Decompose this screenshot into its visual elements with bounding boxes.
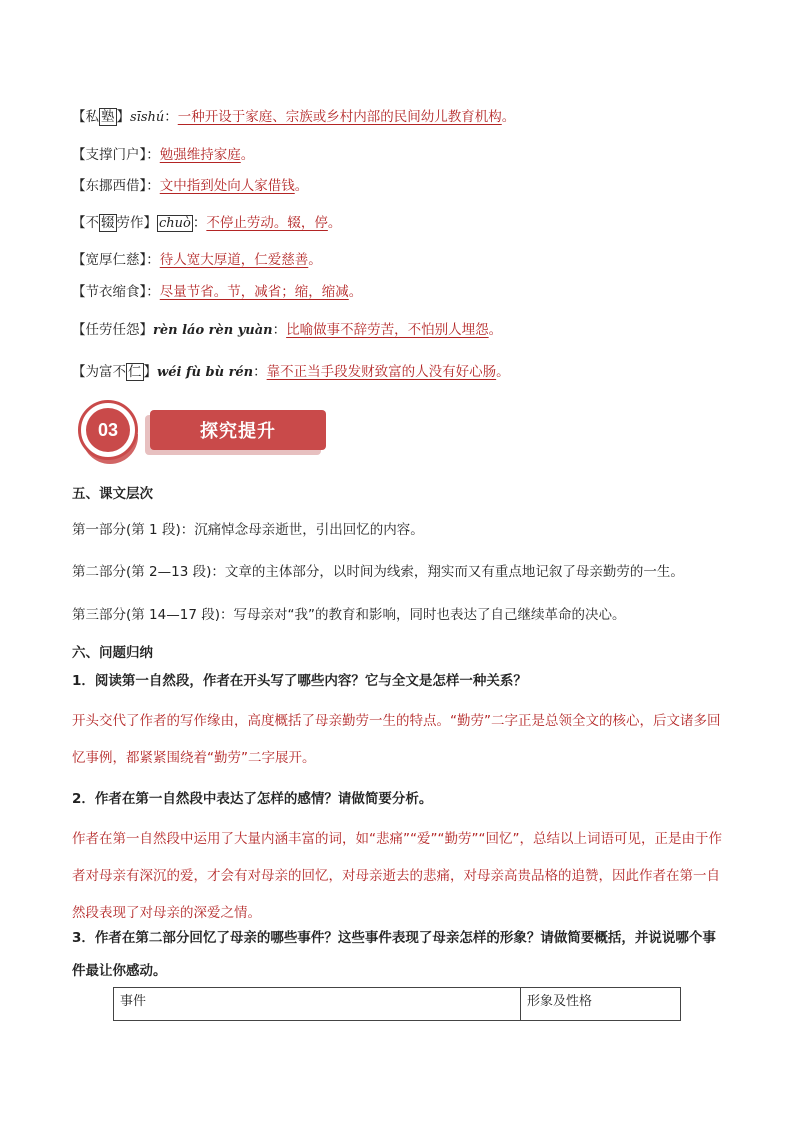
vocab-definition: 尽量节省。节，减省；缩，缩减 [159, 284, 349, 300]
vocab-pinyin: chuò [159, 216, 191, 231]
vocab-definition: 不停止劳动。辍，停 [206, 215, 328, 231]
table-row [114, 988, 681, 1021]
vocab-term: 【东挪西借】 [72, 178, 147, 194]
answer-2: 作者在第一自然段中运用了大量内涵丰富的词，如“悲痛”“爱”“勤劳”“回忆”，总结以上词语可见，正是由于作者对母亲有深沉的爱，才会有对母亲的回忆，对母亲逝去的悲痛，对母亲高贵品格的追赞，因此作者在第一自然段表现了对母亲的深爱之情。 [72, 831, 722, 921]
vocab-term: 【宽厚仁慈】 [72, 252, 147, 268]
vocab-colon: ： [146, 284, 160, 300]
question-2: 2．作者在第一自然段中表达了怎样的感情？请做简要分析。 [72, 791, 433, 807]
answer-1: 开头交代了作者的写作缘由，高度概括了母亲勤劳一生的特点。“勤劳”二字正是总领全文的核心，后文诸多回忆事例，都紧紧围绕着“勤劳”二字展开。 [72, 713, 721, 766]
vocab-end: 。 [501, 109, 516, 125]
vocab-definition: 比喻做事不辞劳苦，不怕别人埋怨 [286, 322, 489, 338]
vocab-definition: 一种开设于家庭、宗族或乡村内部的民间幼儿教育机构 [177, 109, 502, 125]
vocab-end: 。 [327, 215, 342, 231]
vocab-term: 【不 [72, 215, 99, 231]
vocab-item [72, 250, 322, 270]
section-number-badge [78, 400, 138, 460]
vocab-item [72, 176, 308, 196]
vocab-item [72, 282, 362, 302]
question-1: 1．阅读第一自然段，作者在开头写了哪些内容？它与全文是怎样一种关系？ [72, 673, 527, 689]
vocab-pinyin: rèn láo rèn yuàn [153, 323, 273, 338]
table-header-event: 事件 [114, 988, 521, 1021]
vocab-definition: 靠不正当手段发财致富的人没有好心肠 [266, 364, 497, 380]
structure-item: 第二部分(第 2—13 段)：文章的主体部分，以时间为线索，翔实而又有重点地记叙了母亲勤劳的一生。 [72, 564, 684, 580]
vocab-end: 。 [496, 364, 510, 380]
vocab-end: 。 [294, 178, 309, 194]
vocab-end: 。 [488, 322, 503, 338]
section-heading-questions: 六、问题归纳 [72, 645, 153, 661]
vocab-term: 【私 [72, 109, 99, 125]
vocab-colon: ： [272, 322, 287, 338]
vocab-colon: ： [253, 364, 267, 380]
events-table [113, 987, 681, 1021]
vocab-pinyin: sīshú [130, 110, 165, 125]
vocab-term: 【为富不 [72, 364, 126, 380]
vocab-term: 【任劳任怨】 [72, 322, 153, 338]
vocab-item [72, 213, 341, 234]
section-heading-structure: 五、课文层次 [72, 486, 153, 502]
section-banner [78, 398, 328, 464]
vocab-definition: 待人宽大厚道，仁爱慈善 [159, 252, 309, 268]
vocab-colon: ： [164, 109, 178, 125]
vocab-item [72, 320, 502, 341]
vocab-definition: 勉强维持家庭 [159, 147, 241, 163]
section-number: 03 [86, 408, 130, 452]
structure-item: 第一部分(第 1 段)：沉痛悼念母亲逝世，引出回忆的内容。 [72, 522, 424, 538]
table-header-image: 形象及性格 [521, 988, 681, 1021]
structure-item: 第三部分(第 14—17 段)：写母亲对“我”的教育和影响，同时也表达了自己继续革命的决心。 [72, 607, 626, 623]
section-title: 探究提升 [150, 410, 326, 450]
vocab-colon: ： [146, 147, 160, 163]
vocab-term-boxed-char: 塾 [101, 109, 115, 125]
vocab-end: 。 [240, 147, 255, 163]
vocab-colon: ： [146, 252, 160, 268]
vocab-colon: ： [146, 178, 160, 194]
question-3: 3．作者在第二部分回忆了母亲的哪些事件？这些事件表现了母亲怎样的形象？请做简要概括，并说说哪个事件最让你感动。 [72, 930, 716, 979]
vocab-end: 。 [348, 284, 363, 300]
vocab-end: 。 [308, 252, 322, 268]
vocab-term-close: 】 [143, 364, 157, 380]
vocab-colon: ： [192, 215, 207, 231]
vocab-definition: 文中指到处向人家借钱 [159, 178, 295, 194]
vocab-pinyin: wéi fù bù rén [157, 365, 254, 380]
vocab-term: 【支撑门户】 [72, 147, 147, 163]
vocab-term: 【节衣缩食】 [72, 284, 147, 300]
vocab-term-close: 】 [116, 109, 130, 125]
vocab-item [72, 107, 515, 128]
vocab-term-boxed-char: 辍 [101, 215, 115, 231]
vocab-item [72, 145, 254, 165]
vocab-item [72, 362, 510, 383]
vocab-term-close: 劳作】 [116, 215, 157, 231]
vocab-term-boxed-char: 仁 [128, 364, 142, 380]
